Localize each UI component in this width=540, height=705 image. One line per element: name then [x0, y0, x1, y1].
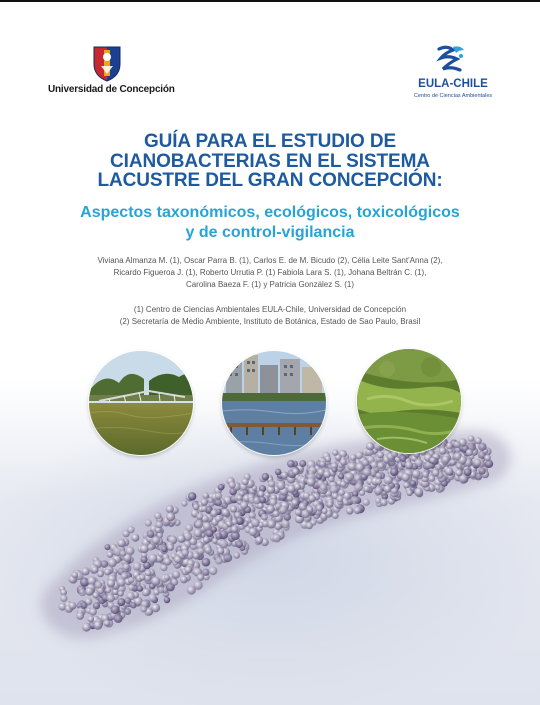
colony-cell	[277, 481, 286, 490]
colony-cell	[432, 469, 439, 476]
colony-cell	[346, 507, 354, 515]
colony-cell	[72, 572, 79, 579]
colony-cell	[414, 459, 423, 468]
colony-cell	[253, 497, 260, 504]
colony-cell	[184, 566, 192, 574]
title-line: GUÍA PARA EL ESTUDIO DE	[143, 131, 397, 152]
colony-cell	[203, 536, 210, 543]
colony-cell	[141, 556, 148, 563]
colony-cell	[216, 533, 223, 540]
colony-cell	[268, 480, 275, 487]
colony-cell	[308, 495, 316, 503]
colony-cell	[139, 574, 145, 580]
colony-cell	[323, 471, 330, 478]
colony-cell	[363, 485, 370, 492]
colony-cell	[401, 473, 410, 482]
colony-cell	[230, 506, 237, 513]
colony-cell	[161, 546, 167, 552]
colony-cell	[105, 587, 111, 593]
colony-cell	[114, 614, 123, 623]
colony-cell	[108, 558, 117, 567]
colony-cell	[430, 457, 436, 463]
colony-cell	[140, 606, 147, 613]
colony-cell	[167, 544, 174, 551]
colony-cell	[196, 513, 203, 520]
colony-cell	[197, 547, 205, 555]
colony-cell	[249, 528, 258, 537]
colony-cell	[129, 584, 135, 590]
colony-cell	[231, 525, 239, 533]
colony-cell	[307, 478, 316, 487]
colony-cell	[345, 472, 354, 481]
university-shield-icon	[91, 44, 123, 82]
colony-cell	[406, 490, 412, 496]
colony-cell	[405, 461, 413, 469]
colony-cell	[350, 454, 357, 461]
colony-cell	[181, 500, 187, 506]
colony-cell	[91, 566, 98, 573]
colony-cell	[294, 483, 301, 490]
lake-with-bridge-photo	[89, 351, 193, 455]
colony-cell	[214, 499, 222, 507]
colony-cell	[478, 443, 486, 451]
colony-cell	[149, 594, 157, 602]
colony-cell	[281, 472, 288, 479]
colony-cell	[310, 519, 316, 525]
colony-cell	[218, 484, 225, 491]
colony-cell	[148, 554, 157, 563]
colony-cell	[188, 492, 196, 500]
colony-cell	[195, 521, 203, 529]
colony-cell	[410, 480, 416, 486]
colony-cell	[375, 472, 382, 479]
colony-cell	[399, 454, 406, 461]
colony-cell	[331, 467, 337, 473]
colony-cell	[292, 499, 299, 506]
colony-cell	[332, 512, 339, 519]
authors-line: Carolina Baeza F. (1) y Patricia González S. (1)	[185, 280, 355, 289]
colony-cell	[464, 468, 472, 476]
colony-cell	[234, 552, 241, 559]
colony-cell	[203, 492, 209, 498]
colony-cell	[236, 540, 244, 548]
colony-cell	[468, 435, 475, 442]
colony-cell	[422, 471, 429, 478]
colony-cell	[255, 536, 263, 544]
colony-cell	[127, 526, 134, 533]
colony-cell	[82, 567, 90, 575]
colony-cell	[215, 557, 223, 565]
colony-cell	[60, 594, 68, 602]
colony-cell	[156, 521, 163, 528]
colony-cell	[484, 455, 491, 462]
colony-cell	[69, 602, 77, 610]
colony-cell	[117, 539, 126, 548]
colony-cell	[206, 529, 214, 537]
colony-cell	[251, 519, 260, 528]
colony-cell	[142, 588, 150, 596]
colony-cell	[123, 563, 130, 570]
colony-cell	[166, 512, 175, 521]
colony-cell	[384, 485, 392, 493]
colony-cell	[105, 544, 111, 550]
colony-cell	[164, 597, 170, 603]
eula-chile-symbol-icon	[433, 44, 467, 76]
title-line: LACUSTRE DEL GRAN CONCEPCIÓN:	[97, 170, 443, 191]
book-title	[30, 132, 510, 191]
affiliation-line: (1) Centro de Ciencias Ambientales EULA-Chile, Universidad de Concepción	[133, 305, 407, 314]
colony-cell	[384, 475, 393, 484]
colony-cell	[403, 482, 409, 488]
affiliations-list	[40, 304, 500, 328]
green-algal-bloom-photo	[357, 349, 461, 453]
colony-cell	[412, 470, 420, 478]
colony-cell	[240, 501, 248, 509]
colony-cell	[340, 459, 347, 466]
university-name: Universidad de Concepción	[48, 84, 175, 95]
colony-cell	[106, 594, 114, 602]
colony-cell	[93, 621, 102, 630]
colony-cell	[166, 505, 174, 513]
colony-cell	[201, 499, 208, 506]
colony-cell	[93, 592, 99, 598]
colony-cell	[201, 506, 207, 512]
colony-cell	[207, 497, 213, 503]
colony-cell	[88, 616, 95, 623]
colony-cell	[81, 602, 88, 609]
colony-cell	[118, 591, 124, 597]
colony-cell	[414, 488, 423, 497]
colony-cell	[171, 579, 178, 586]
colony-cell	[299, 502, 307, 510]
colony-cell	[209, 566, 218, 575]
colony-cell	[362, 459, 369, 466]
colony-cell	[366, 442, 374, 450]
colony-cell	[478, 467, 485, 474]
colony-cell	[82, 623, 91, 632]
affiliation-line: (2) Secretaría de Medio Ambiente, Instituto de Botánica, Estado de Sao Paulo, Brasil	[119, 317, 421, 326]
colony-cell	[466, 449, 473, 456]
colony-cell	[363, 499, 370, 506]
colony-cell	[163, 557, 171, 565]
colony-cell	[295, 509, 302, 516]
colony-cell	[237, 495, 243, 501]
colony-cell	[301, 509, 310, 518]
colony-cell	[219, 539, 228, 548]
colony-cell	[445, 467, 453, 475]
colony-cell	[319, 461, 326, 468]
colony-cell	[327, 501, 334, 508]
colony-cell	[320, 483, 328, 491]
colony-cell	[390, 468, 398, 476]
colony-cell	[158, 587, 165, 594]
colony-cell	[85, 587, 94, 596]
colony-cell	[180, 576, 188, 584]
colony-cell	[352, 491, 358, 497]
colony-cell	[79, 589, 87, 597]
colony-cell	[202, 558, 211, 567]
colony-cell	[130, 602, 136, 608]
colony-cell	[103, 620, 110, 627]
colony-cell	[316, 505, 323, 512]
colony-cell	[117, 598, 125, 606]
colony-cell	[145, 570, 152, 577]
colony-cell	[177, 535, 185, 543]
colony-cell	[111, 605, 120, 614]
colony-cell	[137, 585, 144, 592]
subtitle-line: Aspectos taxonómicos, ecológicos, toxicológicos	[80, 204, 460, 221]
colony-cell	[154, 512, 161, 519]
colony-cell	[336, 495, 343, 502]
colony-cell	[124, 608, 131, 615]
urban-lagoon-with-pier-photo	[222, 351, 326, 455]
colony-cell	[284, 513, 291, 520]
colony-cell	[222, 502, 228, 508]
eula-chile-subtitle: Centro de Ciencias Ambientales	[413, 93, 493, 99]
colony-cell	[453, 453, 461, 461]
colony-cell	[151, 577, 160, 586]
universidad-de-concepcion-logo	[48, 44, 175, 100]
colony-cell	[474, 459, 482, 467]
colony-cell	[104, 569, 111, 576]
colony-cell	[299, 460, 306, 467]
colony-cell	[97, 588, 104, 595]
colony-cell	[125, 597, 132, 604]
colony-cell	[89, 608, 97, 616]
colony-cell	[147, 530, 155, 538]
colony-cell	[145, 519, 152, 526]
colony-cell	[377, 462, 384, 469]
colony-cell	[350, 496, 358, 504]
colony-cell	[446, 442, 453, 449]
colony-cell	[287, 495, 294, 502]
colony-cell	[340, 481, 346, 487]
colony-cell	[377, 452, 384, 459]
colony-cell	[275, 469, 282, 476]
colony-cell	[117, 578, 126, 587]
colony-cell	[173, 571, 181, 579]
colony-cell	[375, 478, 382, 485]
colony-cell	[262, 473, 270, 481]
colony-cell	[279, 506, 287, 514]
colony-cell	[281, 519, 290, 528]
colony-cell	[456, 462, 463, 469]
book-subtitle	[20, 203, 520, 242]
subtitle-line: y de control-vigilancia	[185, 223, 355, 241]
colony-cell	[261, 514, 268, 521]
colony-cell	[380, 499, 388, 507]
colony-cell	[355, 483, 364, 492]
colony-cell	[94, 581, 102, 589]
eula-chile-logo	[403, 44, 503, 100]
title-line: CIANOBACTERIAS EN EL SISTEMA	[110, 150, 430, 172]
colony-cell	[187, 586, 196, 595]
colony-cell	[120, 550, 127, 557]
colony-cell	[232, 519, 238, 525]
authors-line: Viviana Almanza M. (1), Oscar Parra B. (1), Carlos E. de M. Bicudo (2), Célia Leite Sant'Anna (2),	[97, 256, 443, 265]
colony-cell	[332, 449, 338, 455]
authors-line: Ricardo Figueroa J. (1), Roberto Urrutia P. (1) Fabiola Lara S. (1), Johana Beltrán C. (1),	[113, 268, 427, 277]
colony-cell	[147, 544, 154, 551]
colony-cell	[287, 460, 295, 468]
colony-cell	[223, 553, 232, 562]
colony-cell	[363, 468, 372, 477]
colony-cell	[442, 456, 450, 464]
colony-cell	[181, 549, 189, 557]
colony-cell	[222, 523, 229, 530]
colony-cell	[272, 534, 281, 543]
colony-cell	[107, 551, 113, 557]
colony-cell	[453, 441, 460, 448]
colony-cell	[455, 469, 462, 476]
colony-cell	[140, 544, 149, 553]
colony-cell	[128, 577, 135, 584]
colony-cell	[205, 547, 212, 554]
colony-cell	[76, 612, 84, 620]
colony-cell	[202, 569, 209, 576]
colony-cell	[434, 484, 440, 490]
colony-cell	[229, 481, 236, 488]
colony-cell	[242, 478, 249, 485]
colony-cell	[273, 510, 280, 517]
colony-cell	[221, 508, 229, 516]
eula-chile-name: EULA-CHILE	[418, 78, 488, 90]
colony-cell	[131, 534, 139, 542]
colony-cell	[193, 504, 199, 510]
colony-cell	[292, 468, 299, 475]
colony-cell	[338, 473, 344, 479]
colony-cell	[133, 562, 142, 571]
colony-cell	[338, 489, 345, 496]
colony-cell	[449, 459, 456, 466]
colony-cell	[343, 500, 349, 506]
authors-list	[40, 255, 500, 291]
colony-cell	[164, 574, 170, 580]
colony-cell	[152, 536, 160, 544]
colony-cell	[439, 447, 447, 455]
colony-cell	[354, 507, 362, 515]
colony-cell	[215, 492, 222, 499]
colony-cell	[107, 579, 115, 587]
